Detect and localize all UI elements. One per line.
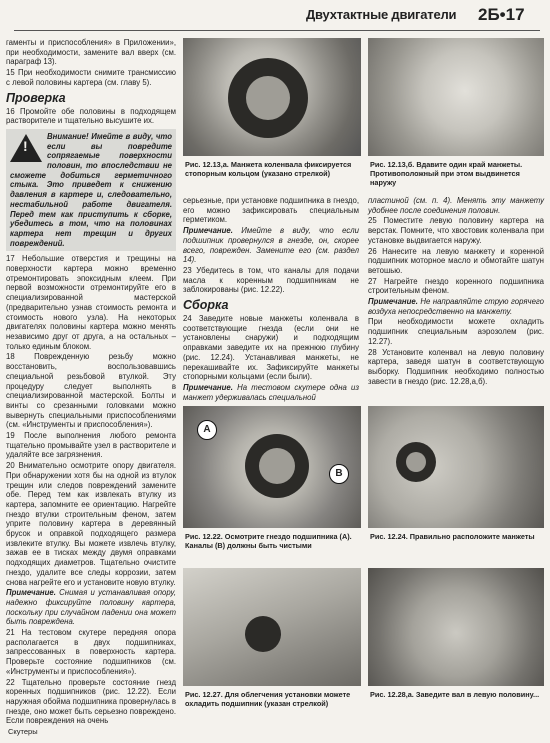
note-label: Примечание. bbox=[183, 226, 233, 236]
page-footer: Скутеры bbox=[8, 727, 38, 736]
callout-a: A bbox=[197, 420, 217, 440]
figure-12-13a-photo bbox=[183, 38, 361, 156]
header-divider bbox=[14, 30, 540, 31]
page-number: 2Б•17 bbox=[478, 5, 525, 24]
section-title-inspection: Проверка bbox=[6, 90, 66, 105]
chapter-title: Двухтактные двигатели bbox=[306, 7, 457, 22]
paragraph: 20 Внимательно осмотрите опору двигателя. При обнаружении хотя бы на одной из втулок трещин или следов повреждений замените обе. Перед тем как извлекать втулку из картера, запомните ее ориентацию. Нагрейте гнездо втулки строительным феном, затем уприте половину картера в деревянный брусок и оправкой подходящего размера извлеките втулку. Вы можете извлечь втулку, зажав ее в тисках между двумя оправками подходящих диаметров. Тщательно очистите гнездо, удалите все следы коррозии, затем снова нагрейте его и установите новую втулку. bbox=[6, 461, 176, 587]
figure-12-24-caption: Рис. 12.24. Правильно расположите манжеты bbox=[370, 532, 535, 541]
text-column-left bbox=[6, 38, 176, 727]
paragraph: 24 Заведите новые манжеты коленвала в соответствующие гнезда (если они не установлены снаружи) и подходящим оправками заведите их на прежнюю глубину (рис. 12.24). Устанавливая манжеты, не перекашивайте их. Зафиксируйте манжеты стопорными кольцами (если были). bbox=[183, 314, 359, 382]
note: Примечание. На тестовом скутере одна из манжет удерживалась специальной bbox=[183, 382, 360, 402]
text-column-right bbox=[368, 196, 544, 387]
note: Примечание. Не направляйте струю горячего воздуха непосредственно на манжету. bbox=[368, 297, 544, 316]
paragraph: 21 На тестовом скутере передняя опора располагается в двух подшипниках, запрессованных в поверхность картера. Проверьте состояние подшипников (см. «Инструменты и приспособления»). bbox=[6, 628, 176, 676]
paragraph: 23 Убедитесь в том, что каналы для подачи масла к коренным подшипникам не заблокированы (рис. 12.22). bbox=[183, 265, 359, 295]
figure-12-22-caption: Рис. 12.22. Осмотрите гнездо подшипника (А). Каналы (В) должны быть чистыми bbox=[185, 532, 352, 550]
warning-text: Внимание! Имейте в виду, что если вы повредите сопрягаемые поверхности половин, то впоследствии не сможете добиться герметичного стыка. Это приведет к снижению давления в картере и, следовательно, нестабильной работе двигателя. Перед тем как приступить к сборке, убедитесь в том, что на половинах картера нет трещин и других повреждений. bbox=[10, 131, 172, 248]
paragraph: 27 Нагрейте гнездо коренного подшипника строительным феном. bbox=[368, 276, 544, 296]
paragraph: При необходимости можете охладить подшипник специальным аэрозолем (рис. 12.27). bbox=[368, 317, 544, 346]
paragraph: серьезные, при установке подшипника в гнездо, его можно зафиксировать специальным герметиком. bbox=[183, 196, 359, 225]
figure-12-13a-caption: Рис. 12.13,а. Манжета коленвала фиксируется стопорным кольцом (указано стрелкой) bbox=[185, 160, 352, 178]
paragraph: 25 Поместите левую половину картера на верстак. Помните, что хвостовик коленвала при установке выдвигается наружу. bbox=[368, 216, 544, 245]
figure-12-22-photo bbox=[183, 406, 361, 528]
paragraph: гаменты и приспособления» в Приложении», при необходимости, замените вал вверх (см. параграф 13). bbox=[6, 38, 176, 67]
paragraph: 15 При необходимости снимите трансмиссию с левой половины картера (см. главу 5). bbox=[6, 68, 176, 87]
note-label: Примечание. bbox=[183, 382, 233, 392]
figure-12-24-photo bbox=[368, 406, 544, 528]
page-header bbox=[0, 0, 550, 34]
note: Примечание. Имейте в виду, что если подшипник провернулся в гнезде, он, скорее всего, поврежден. Замените его (см. раздел 14). bbox=[183, 226, 359, 265]
callout-b: B bbox=[329, 464, 349, 484]
figure-12-28a-caption: Рис. 12.28,а. Заведите вал в левую половину... bbox=[370, 690, 540, 699]
figure-12-28a-photo bbox=[368, 568, 544, 686]
figure-12-27-caption: Рис. 12.27. Для облегчения установки можете охладить подшипник (указан стрелкой) bbox=[185, 690, 351, 708]
note-text: Снимая и устанавливая опору, надежно фиксируйте половину картера, поскольку при случайном падении она может быть повреждена. bbox=[6, 588, 177, 627]
note-label: Примечание. bbox=[368, 297, 418, 307]
warning-box bbox=[6, 129, 176, 251]
paragraph: 26 Нанесите на левую манжету и коренной подшипник моторное масло и обмотайте шатун ветошью. bbox=[368, 246, 544, 275]
paragraph: 16 Промойте обе половины в подходящем растворителе и тщательно высушите их. bbox=[6, 106, 176, 126]
crankshaft-bearing bbox=[245, 616, 281, 652]
figure-12-13b-photo bbox=[368, 38, 544, 156]
text-column-middle bbox=[183, 196, 359, 403]
section-title-assembly: Сборка bbox=[183, 298, 229, 313]
note-label: Примечание. bbox=[6, 588, 56, 598]
paragraph: 18 Поврежденную резьбу можно восстановить, воспользовавшись специальной резьбовой втулкой. Эту процедуру следует выполнять в специализированной мастерской. Болты и винты со срезанными головками можно вывернуть специальными приспособлениями (см. «Инструменты и приспособления»). bbox=[6, 352, 176, 430]
figure-12-27-photo bbox=[183, 568, 361, 686]
paragraph: 22 Тщательно проверьте состояние гнезд коренных подшипников (рис. 12.22). Если наружная обойма подшипника провернулась в гнезде, оно может быть серьезно повреждено. Если повреждения на очень bbox=[6, 677, 176, 726]
paragraph: пластиной (см. п. 4). Менять эту манжету удобнее после соединения половин. bbox=[368, 196, 544, 215]
figure-12-13b-caption: Рис. 12.13,б. Вдавите один край манжеты. Противоположный при этом выдвинется наружу bbox=[370, 160, 523, 187]
paragraph: 28 Установите коленвал на левую половину картера, заведя шатун в соответствующую выборку. Подшипник необходимо полностью завести в гнездо (рис. 12.28,а,б). bbox=[368, 347, 544, 386]
note bbox=[6, 588, 176, 627]
warning-triangle-icon: ! bbox=[10, 134, 42, 162]
paragraph: 19 После выполнения любого ремонта тщательно промывайте узел в растворителе и удаляйте все загрязнения. bbox=[6, 431, 176, 460]
paragraph: 17 Небольшие отверстия и трещины на поверхности картера можно временно отремонтировать эпоксидным клеем. При первой возможности отремонтируйте его в специализированной мастерской (предварительно узнав стоимость ремонта и стоимость нового узла). На некоторых двигателях половины картера можно менять независимо друг от друга, а на остальных – только единым блоком. bbox=[6, 254, 176, 351]
